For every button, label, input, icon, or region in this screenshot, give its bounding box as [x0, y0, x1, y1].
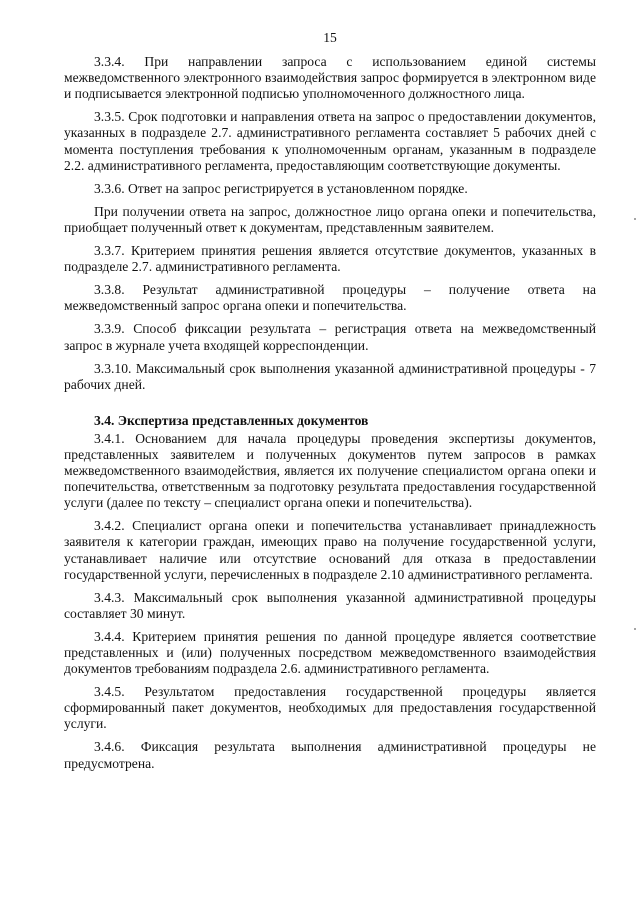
paragraph-3-4-1: 3.4.1. Основанием для начала процедуры проведения экспертизы документов, представленных заявителем и полученных документов путем запросов в рамках межведомственного взаимодействия, является их получение специалистом органа опеки и попечительства, ответственным за подготовку результата предоставления государственной услуги (далее по тексту – специалист органа опеки и попечительства). [64, 430, 596, 511]
paragraph-3-4-4: 3.4.4. Критерием принятия решения по данной процедуре является соответствие представленных и (или) полученных посредством межведомственного взаимодействия документов требованиям подраздела 2.6. административного регламента. [64, 628, 596, 677]
paragraph-3-4-3: 3.4.3. Максимальный срок выполнения указанной административной процедуры составляет 30 минут. [64, 589, 596, 621]
paragraph-response-received: При получении ответа на запрос, должностное лицо органа опеки и попечительства, приобщает полученный ответ к документам, представленным заявителем. [64, 203, 596, 235]
paragraph-3-3-8: 3.3.8. Результат административной процедуры – получение ответа на межведомственный запрос органа опеки и попечительства. [64, 282, 596, 314]
paragraph-3-4-5: 3.4.5. Результатом предоставления государственной процедуры является сформированный пакет документов, необходимых для предоставления государственной услуги. [64, 684, 596, 732]
paragraph-3-3-9: 3.3.9. Способ фиксации результата – регистрация ответа на межведомственный запрос в журнале учета входящей корреспонденции. [64, 321, 596, 353]
paragraph-3-4-2: 3.4.2. Специалист органа опеки и попечительства устанавливает принадлежность заявителя к категории граждан, имеющих право на получение государственной услуги, устанавливает наличие или отсутствие оснований для отказа в предоставлении государственной услуги, перечисленных в подразделе 2.10 административного регламента. [64, 518, 596, 582]
scan-dot [634, 218, 636, 220]
page-number: 15 [323, 30, 337, 45]
paragraph-3-3-4: 3.3.4. При направлении запроса с использованием единой системы межведомственного электронного взаимодействия запрос формируется в электронном виде и подписывается электронной подписью уполномоченного должностного лица. [64, 54, 596, 102]
paragraph-3-4-6: 3.4.6. Фиксация результата выполнения административной процедуры не предусмотрена. [64, 739, 596, 771]
section-heading: 3.4. Экспертиза представленных документов [94, 412, 369, 428]
paragraph-3-3-6: 3.3.6. Ответ на запрос регистрируется в установленном порядке. [94, 180, 468, 196]
paragraph-3-3-7: 3.3.7. Критерием принятия решения является отсутствие документов, указанных в подразделе 2.7. административного регламента. [64, 243, 596, 275]
paragraph-3-3-5: 3.3.5. Срок подготовки и направления ответа на запрос о предоставлении документов, указанных в подразделе 2.7. административного регламента составляет 5 рабочих дней с момента поступления требования к уполномоченным органам, указанным в подразделе 2.2. административного регламента, предоставляющим соответствующие документы. [64, 109, 596, 173]
scan-dot [634, 628, 636, 630]
paragraph-3-3-10: 3.3.10. Максимальный срок выполнения указанной административной процедуры - 7 рабочих дней. [64, 360, 596, 392]
section-gap [64, 394, 596, 413]
